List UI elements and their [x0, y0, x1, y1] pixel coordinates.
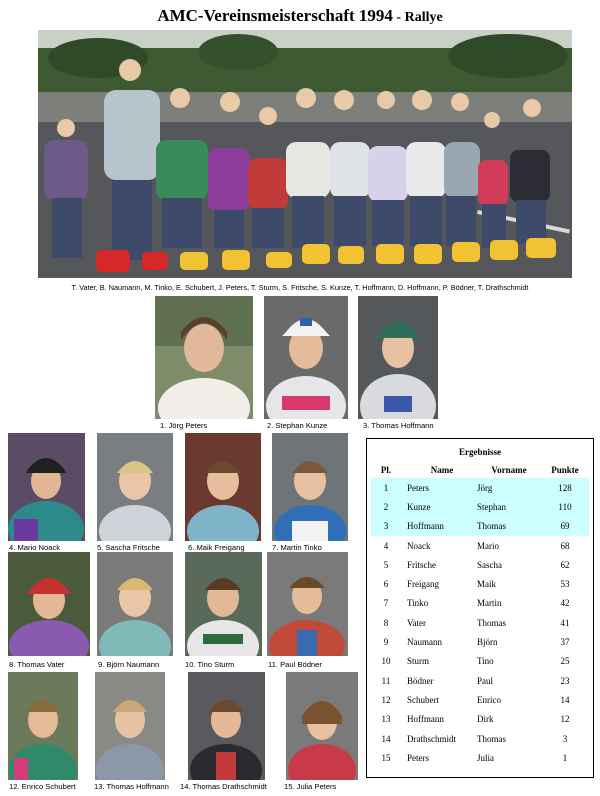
table-row [371, 517, 589, 536]
cell-name: Freigang [407, 579, 439, 590]
cell-name: Sturm [407, 656, 430, 667]
group-photo [38, 30, 572, 278]
cell-pl: 6 [383, 579, 389, 590]
group-photo-caption: T. Vater, B. Naumann, M. Tinko, E. Schubert, J. Peters, T. Sturm, S. Fritsche, S. Kunze, T. Hoffmann, D. Hoffmann, P. Bödner, T. Drathschmidt [71, 283, 529, 292]
cell-pl: 11 [381, 675, 391, 686]
table-row [371, 478, 589, 497]
cell-vorname: Maik [477, 579, 496, 590]
cell-name: Drathschmidt [407, 733, 456, 744]
cell-vorname: Paul [477, 675, 494, 686]
cell-punkte: 128 [541, 478, 589, 497]
portrait-1-caption: 1. Jörg Peters [160, 421, 208, 430]
cell-vorname: Thomas [477, 733, 506, 744]
cell-vorname: Thomas [477, 617, 506, 628]
cell-vorname: Thomas [477, 517, 541, 536]
portrait-11 [267, 552, 348, 656]
portrait-5-caption: 5. Sascha Fritsche [97, 543, 160, 552]
cell-name: Kunze [401, 497, 477, 516]
portrait-2-caption: 2. Stephan Kunze [267, 421, 328, 430]
portrait-8-caption: 8. Thomas Vater [9, 660, 65, 669]
title-separator: - [392, 10, 405, 25]
portrait-7 [272, 433, 348, 541]
cell-punkte: 23 [560, 675, 570, 686]
cell-vorname: Martin [477, 598, 502, 609]
table-row [371, 497, 589, 516]
portrait-9-caption: 9. Björn Naumann [98, 660, 160, 669]
title-main: AMC-Vereinsmeisterschaft 1994 [157, 6, 393, 25]
table-row [371, 613, 589, 632]
cell-punkte: 14 [560, 694, 570, 705]
cell-punkte: 1 [562, 752, 568, 763]
portrait-1 [155, 296, 253, 419]
cell-vorname: Jörg [477, 478, 541, 497]
portrait-10-caption: 10. Tino Sturm [185, 660, 235, 669]
cell-pl: 8 [383, 617, 389, 628]
cell-name: Peters [401, 478, 477, 497]
table-row [371, 671, 589, 690]
cell-pl: 3 [371, 517, 401, 536]
cell-vorname: Enrico [477, 694, 501, 705]
portrait-9 [97, 552, 173, 656]
col-header-vorname: Vorname [491, 464, 527, 475]
title-subtitle: Rallye [404, 10, 443, 25]
col-header-name: Name [430, 464, 454, 475]
cell-vorname: Tino [477, 656, 494, 667]
portrait-10 [185, 552, 262, 656]
portrait-12-caption: 12. Enrico Schubert [9, 782, 76, 791]
cell-name: Vater [407, 617, 426, 628]
cell-pl: 2 [371, 497, 401, 516]
portrait-11-caption: 11. Paul Bödner [268, 660, 322, 669]
portrait-6 [185, 433, 261, 541]
cell-pl: 4 [383, 540, 389, 551]
cell-punkte: 68 [560, 540, 570, 551]
portrait-5 [97, 433, 173, 541]
cell-pl: 5 [383, 559, 389, 570]
portrait-4 [8, 433, 85, 541]
cell-name: Bödner [407, 675, 434, 686]
cell-pl: 13 [381, 714, 391, 725]
table-row [371, 690, 589, 709]
cell-punkte: 25 [560, 656, 570, 667]
cell-name: Noack [407, 540, 431, 551]
results-table [371, 461, 589, 767]
portrait-15 [286, 672, 358, 780]
table-row [371, 652, 589, 671]
cell-punkte: 12 [560, 714, 570, 725]
cell-vorname: Mario [477, 540, 499, 551]
portrait-8 [8, 552, 90, 656]
cell-punkte: 62 [560, 559, 570, 570]
cell-vorname: Sascha [477, 559, 502, 570]
portrait-13 [95, 672, 165, 780]
cell-pl: 14 [381, 733, 391, 744]
table-row [371, 748, 589, 767]
cell-name: Tinko [407, 598, 429, 609]
cell-vorname: Stephan [477, 497, 541, 516]
col-header-pl: Pl. [380, 464, 392, 475]
cell-punkte: 41 [560, 617, 570, 628]
portrait-3-caption: 3. Thomas Hoffmann [363, 421, 434, 430]
table-row [371, 555, 589, 574]
cell-vorname: Julia [477, 752, 494, 763]
results-header-row [371, 461, 589, 478]
cell-pl: 12 [381, 694, 391, 705]
page-title [0, 6, 600, 26]
cell-vorname: Björn [477, 637, 498, 648]
portrait-12 [8, 672, 78, 780]
table-row [371, 632, 589, 651]
portrait-3 [358, 296, 438, 419]
cell-punkte: 53 [560, 579, 570, 590]
cell-name: Hoffmann [401, 517, 477, 536]
cell-pl: 9 [383, 637, 389, 648]
cell-name: Schubert [407, 694, 439, 705]
results-panel [366, 438, 594, 778]
cell-punkte: 69 [541, 517, 589, 536]
col-header-punkte: Punkte [551, 464, 579, 475]
cell-punkte: 42 [560, 598, 570, 609]
table-row [371, 729, 589, 748]
portrait-2 [264, 296, 348, 419]
portrait-6-caption: 6. Maik Freigang [188, 543, 245, 552]
cell-vorname: Dirk [477, 714, 494, 725]
cell-pl: 15 [381, 752, 391, 763]
table-row [371, 536, 589, 555]
portrait-14 [188, 672, 265, 780]
portrait-15-caption: 15. Julia Peters [284, 782, 337, 791]
cell-punkte: 37 [560, 637, 570, 648]
table-row [371, 594, 589, 613]
portrait-14-caption: 14. Thomas Drathschmidt [180, 782, 267, 791]
portrait-13-caption: 13. Thomas Hoffmann [94, 782, 169, 791]
cell-pl: 1 [371, 478, 401, 497]
cell-name: Fritsche [407, 559, 436, 570]
cell-name: Peters [407, 752, 429, 763]
cell-name: Naumann [407, 637, 442, 648]
portrait-4-caption: 4. Mario Noack [9, 543, 61, 552]
portrait-7-caption: 7. Martin Tinko [272, 543, 322, 552]
cell-name: Hoffmann [407, 714, 444, 725]
cell-pl: 10 [381, 656, 391, 667]
table-row [371, 574, 589, 593]
cell-pl: 7 [383, 598, 389, 609]
table-row [371, 710, 589, 729]
results-title: Ergebnisse [458, 447, 501, 457]
cell-punkte: 3 [562, 733, 568, 744]
cell-punkte: 110 [541, 497, 589, 516]
